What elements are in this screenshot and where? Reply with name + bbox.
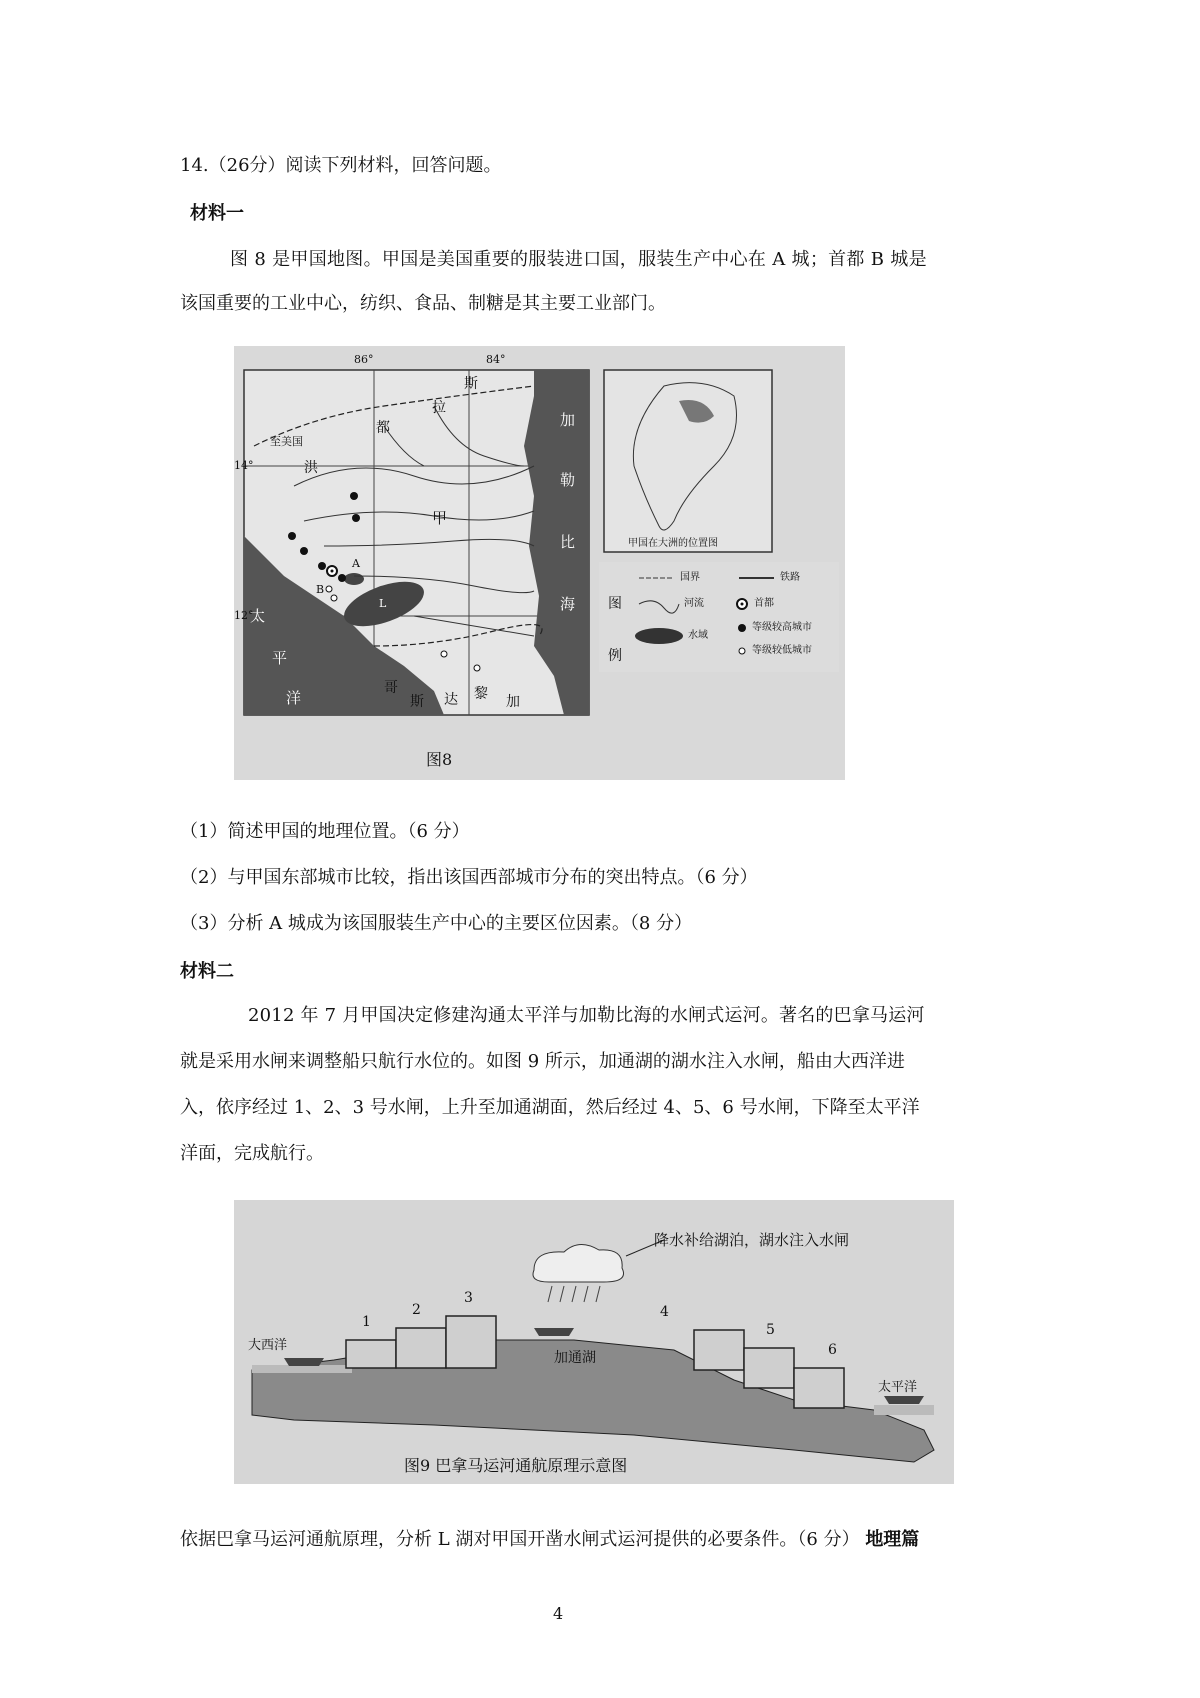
lat-label-14: 14° — [234, 459, 254, 472]
final-question — [180, 1528, 919, 1552]
material1-paragraph-line1: 图 8 是甲国地图。甲国是美国重要的服装进口国，服装生产中心在 A 城；首都 B 城是 — [230, 249, 927, 270]
label-jia: 甲 — [432, 509, 448, 527]
label-to-us: 至美国 — [270, 435, 303, 448]
material1-heading: 材料一 — [190, 203, 244, 224]
label-city-a: A — [352, 557, 360, 570]
legend-high-city: 等级较高城市 — [752, 622, 812, 633]
final-tag: 地理篇 — [865, 1529, 920, 1550]
lock-label-3: 3 — [464, 1290, 473, 1306]
label-pacific-2: 平 — [272, 649, 288, 667]
lock-label-4: 4 — [660, 1304, 669, 1320]
lon-label-84: 84° — [486, 353, 506, 366]
inset-caption: 甲国在大洲的位置图 — [628, 538, 718, 549]
label-costa-4: 黎 — [474, 686, 488, 702]
final-question-text: 依据巴拿马运河通航原理，分析 L 湖对甲国开凿水闸式运河提供的必要条件。（6 分） — [180, 1529, 860, 1550]
figure-8-map — [234, 346, 845, 780]
question-1: （1）简述甲国的地理位置。（6 分） — [180, 821, 470, 842]
label-honduras-4: 斯 — [464, 376, 478, 392]
lat-label-12: 12° — [234, 609, 254, 622]
label-costa-3: 达 — [444, 692, 458, 708]
legend-river: 河流 — [684, 598, 704, 609]
material2-line4: 洋面，完成航行。 — [180, 1143, 324, 1164]
label-lake-l: L — [379, 597, 387, 610]
legend-railway: 铁路 — [780, 572, 800, 583]
question-2: （2）与甲国东部城市比较，指出该国西部城市分布的突出特点。（6 分） — [180, 867, 758, 888]
lock-label-5: 5 — [766, 1322, 775, 1338]
label-honduras-2: 都 — [376, 420, 390, 436]
label-costa-2: 斯 — [410, 694, 424, 710]
label-honduras-3: 拉 — [432, 400, 446, 416]
page-number: 4 — [553, 1604, 564, 1623]
label-honduras-1: 洪 — [304, 460, 318, 476]
legend-title-1: 图 — [608, 596, 622, 612]
lock-label-2: 2 — [412, 1302, 421, 1318]
legend-capital: 首都 — [754, 598, 774, 609]
pacific-label: 太平洋 — [878, 1380, 918, 1395]
label-city-b: B — [316, 583, 325, 596]
cloud-label: 降水补给湖泊，湖水注入水闸 — [654, 1231, 850, 1249]
map-svg — [234, 346, 845, 780]
lake-label: 加通湖 — [554, 1350, 596, 1366]
canal-caption: 图9 巴拿马运河通航原理示意图 — [404, 1456, 628, 1475]
material2-line1: 2012 年 7 月甲国决定修建沟通太平洋与加勒比海的水闸式运河。著名的巴拿马运河 — [248, 1005, 925, 1026]
map-caption: 图8 — [426, 750, 453, 769]
label-pacific-3: 洋 — [286, 689, 302, 707]
lock-label-1: 1 — [362, 1314, 371, 1330]
material2-heading: 材料二 — [180, 961, 234, 982]
legend-border: 国界 — [680, 572, 700, 583]
atlantic-label: 大西洋 — [248, 1338, 288, 1353]
rain-icon — [548, 1286, 600, 1302]
material1-paragraph-line2: 该国重要的工业中心，纺织、食品、制糖是其主要工业部门。 — [180, 293, 666, 314]
label-caribbean-2: 勒 — [560, 471, 576, 489]
legend-low-city: 等级较低城市 — [752, 645, 812, 656]
label-costa-1: 哥 — [384, 680, 398, 696]
lock-label-6: 6 — [828, 1342, 837, 1358]
label-caribbean-4: 海 — [560, 595, 576, 613]
label-caribbean-1: 加 — [560, 411, 576, 429]
material2-line3: 入，依序经过 1、2、3 号水闸，上升至加通湖面，然后经过 4、5、6 号水闸，下降至太平洋 — [180, 1097, 920, 1118]
label-caribbean-3: 比 — [560, 533, 576, 551]
inset-frame — [604, 370, 772, 552]
legend-water: 水域 — [688, 630, 708, 641]
cloud-icon — [533, 1244, 624, 1282]
label-costa-5: 加 — [506, 694, 520, 710]
question-header: 14.（26分）阅读下列材料，回答问题。 — [180, 155, 502, 176]
material2-line2: 就是采用水闸来调整船只航行水位的。如图 9 所示，加通湖的湖水注入水闸，船由大西洋进 — [180, 1051, 905, 1072]
question-3: （3）分析 A 城成为该国服装生产中心的主要区位因素。（8 分） — [180, 913, 693, 934]
label-pacific-1: 太 — [250, 607, 266, 625]
legend-title-2: 例 — [608, 648, 622, 664]
figure-9-canal — [234, 1200, 954, 1484]
lon-label-86: 86° — [354, 353, 374, 366]
